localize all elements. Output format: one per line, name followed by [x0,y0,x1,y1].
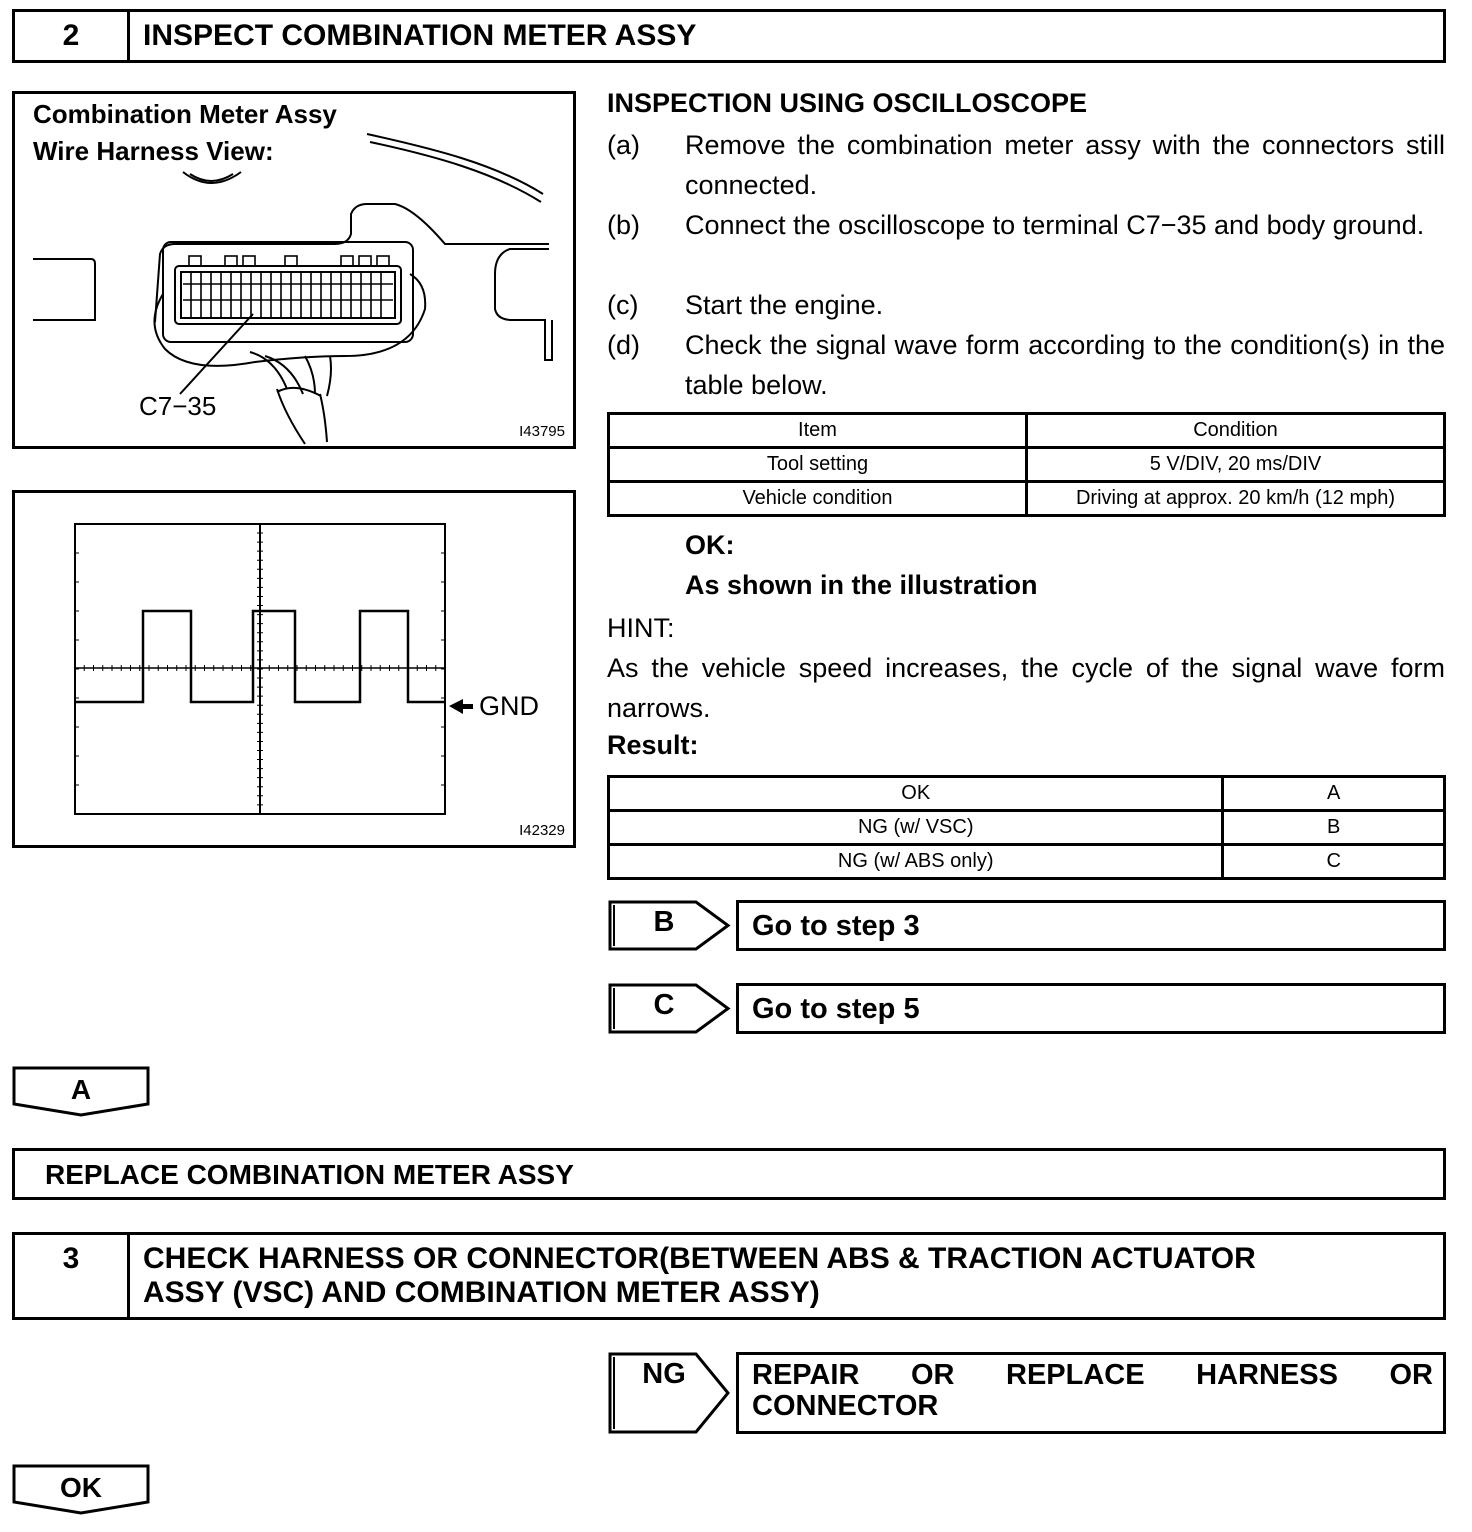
branch-ng-box [736,1352,1446,1434]
step-text: Check the signal wave form according to the condition(s) in the table below. [685,330,1445,400]
table-row [609,482,1445,516]
branch-text: Go to step 5 [752,993,920,1025]
step-label: (b) [607,210,640,240]
branch-c-tag [608,983,732,1034]
result-table [607,775,1446,880]
table-cell: OK [609,777,1223,811]
table-row [609,811,1445,845]
step-3-header [12,1232,1446,1320]
hint-label: HINT: [607,613,675,643]
terminal-label: C7−35 [139,391,217,421]
branch-text: Go to step 3 [752,910,920,942]
branch-ng-tag [608,1352,732,1434]
replace-text: REPLACE COMBINATION METER ASSY [45,1159,574,1190]
table-header-row [609,414,1445,448]
step-title-line2: ASSY (VSC) AND COMBINATION METER ASSY) [143,1276,820,1309]
step-title: INSPECT COMBINATION METER ASSY [143,19,697,52]
step-number: 3 [15,1235,130,1317]
table-header: Condition [1027,414,1445,448]
figure-label-line2: Wire Harness View: [33,136,274,166]
branch-text-line1: REPAIR OR REPLACE HARNESS OR [752,1359,1433,1391]
figure-label-line1: Combination Meter Assy [33,99,337,129]
step-text: Connect the oscilloscope to terminal C7−35 and body ground. [685,210,1425,240]
step-text: Remove the combination meter assy with the connectors still connected. [685,130,1445,200]
table-cell: NG (w/ VSC) [609,811,1223,845]
step-label: (a) [607,130,640,160]
table-cell: C [1223,845,1445,879]
branch-b-box [736,900,1446,951]
table-cell: 5 V/DIV, 20 ms/DIV [1027,448,1445,482]
result-label: Result: [607,730,699,760]
ok-line1: OK: [685,530,735,560]
branch-b-tag [608,900,732,951]
figure-id: I43795 [519,423,565,440]
step-text: Start the engine. [685,290,884,320]
inspection-step-d [607,325,1445,405]
connector-drawing [15,94,573,446]
figure-id: I42329 [519,822,565,839]
table-row [609,777,1445,811]
table-cell: B [1223,811,1445,845]
oscilloscope-figure [12,490,576,848]
down-arrow-a [12,1066,150,1118]
table-cell: A [1223,777,1445,811]
inspection-step-a [607,125,1445,205]
step-title-line1: CHECK HARNESS OR CONNECTOR(BETWEEN ABS & TRACTION ACTUATOR [143,1242,1256,1275]
table-row [609,448,1445,482]
inspection-heading: INSPECTION USING OSCILLOSCOPE [607,88,1088,118]
hint-text: As the vehicle speed increases, the cycle of the signal wave form narrows. [607,653,1445,723]
branch-tag-label: C [653,989,675,1021]
connector-figure [12,91,576,449]
waveform-drawing [15,493,573,845]
step-label: (c) [607,290,639,320]
step-number: 2 [15,12,130,60]
branch-tag-label: B [653,906,675,938]
condition-table [607,412,1446,517]
down-arrow-ok [12,1464,150,1516]
step-2-header [12,9,1446,63]
step-label: (d) [607,330,640,360]
down-arrow-label: OK [60,1472,102,1503]
table-cell: Tool setting [609,448,1027,482]
table-cell: Vehicle condition [609,482,1027,516]
branch-tag-label: NG [642,1358,686,1390]
branch-text-line2: CONNECTOR [752,1390,939,1422]
inspection-step-c [607,285,1445,325]
table-cell: Driving at approx. 20 km/h (12 mph) [1027,482,1445,516]
table-cell: NG (w/ ABS only) [609,845,1223,879]
ok-line2: As shown in the illustration [685,570,1038,600]
inspection-step-b [607,205,1445,245]
branch-c-box [736,983,1446,1034]
table-header: Item [609,414,1027,448]
down-arrow-label: A [70,1074,92,1105]
replace-box [12,1148,1446,1200]
table-row [609,845,1445,879]
gnd-label: GND [479,691,539,721]
